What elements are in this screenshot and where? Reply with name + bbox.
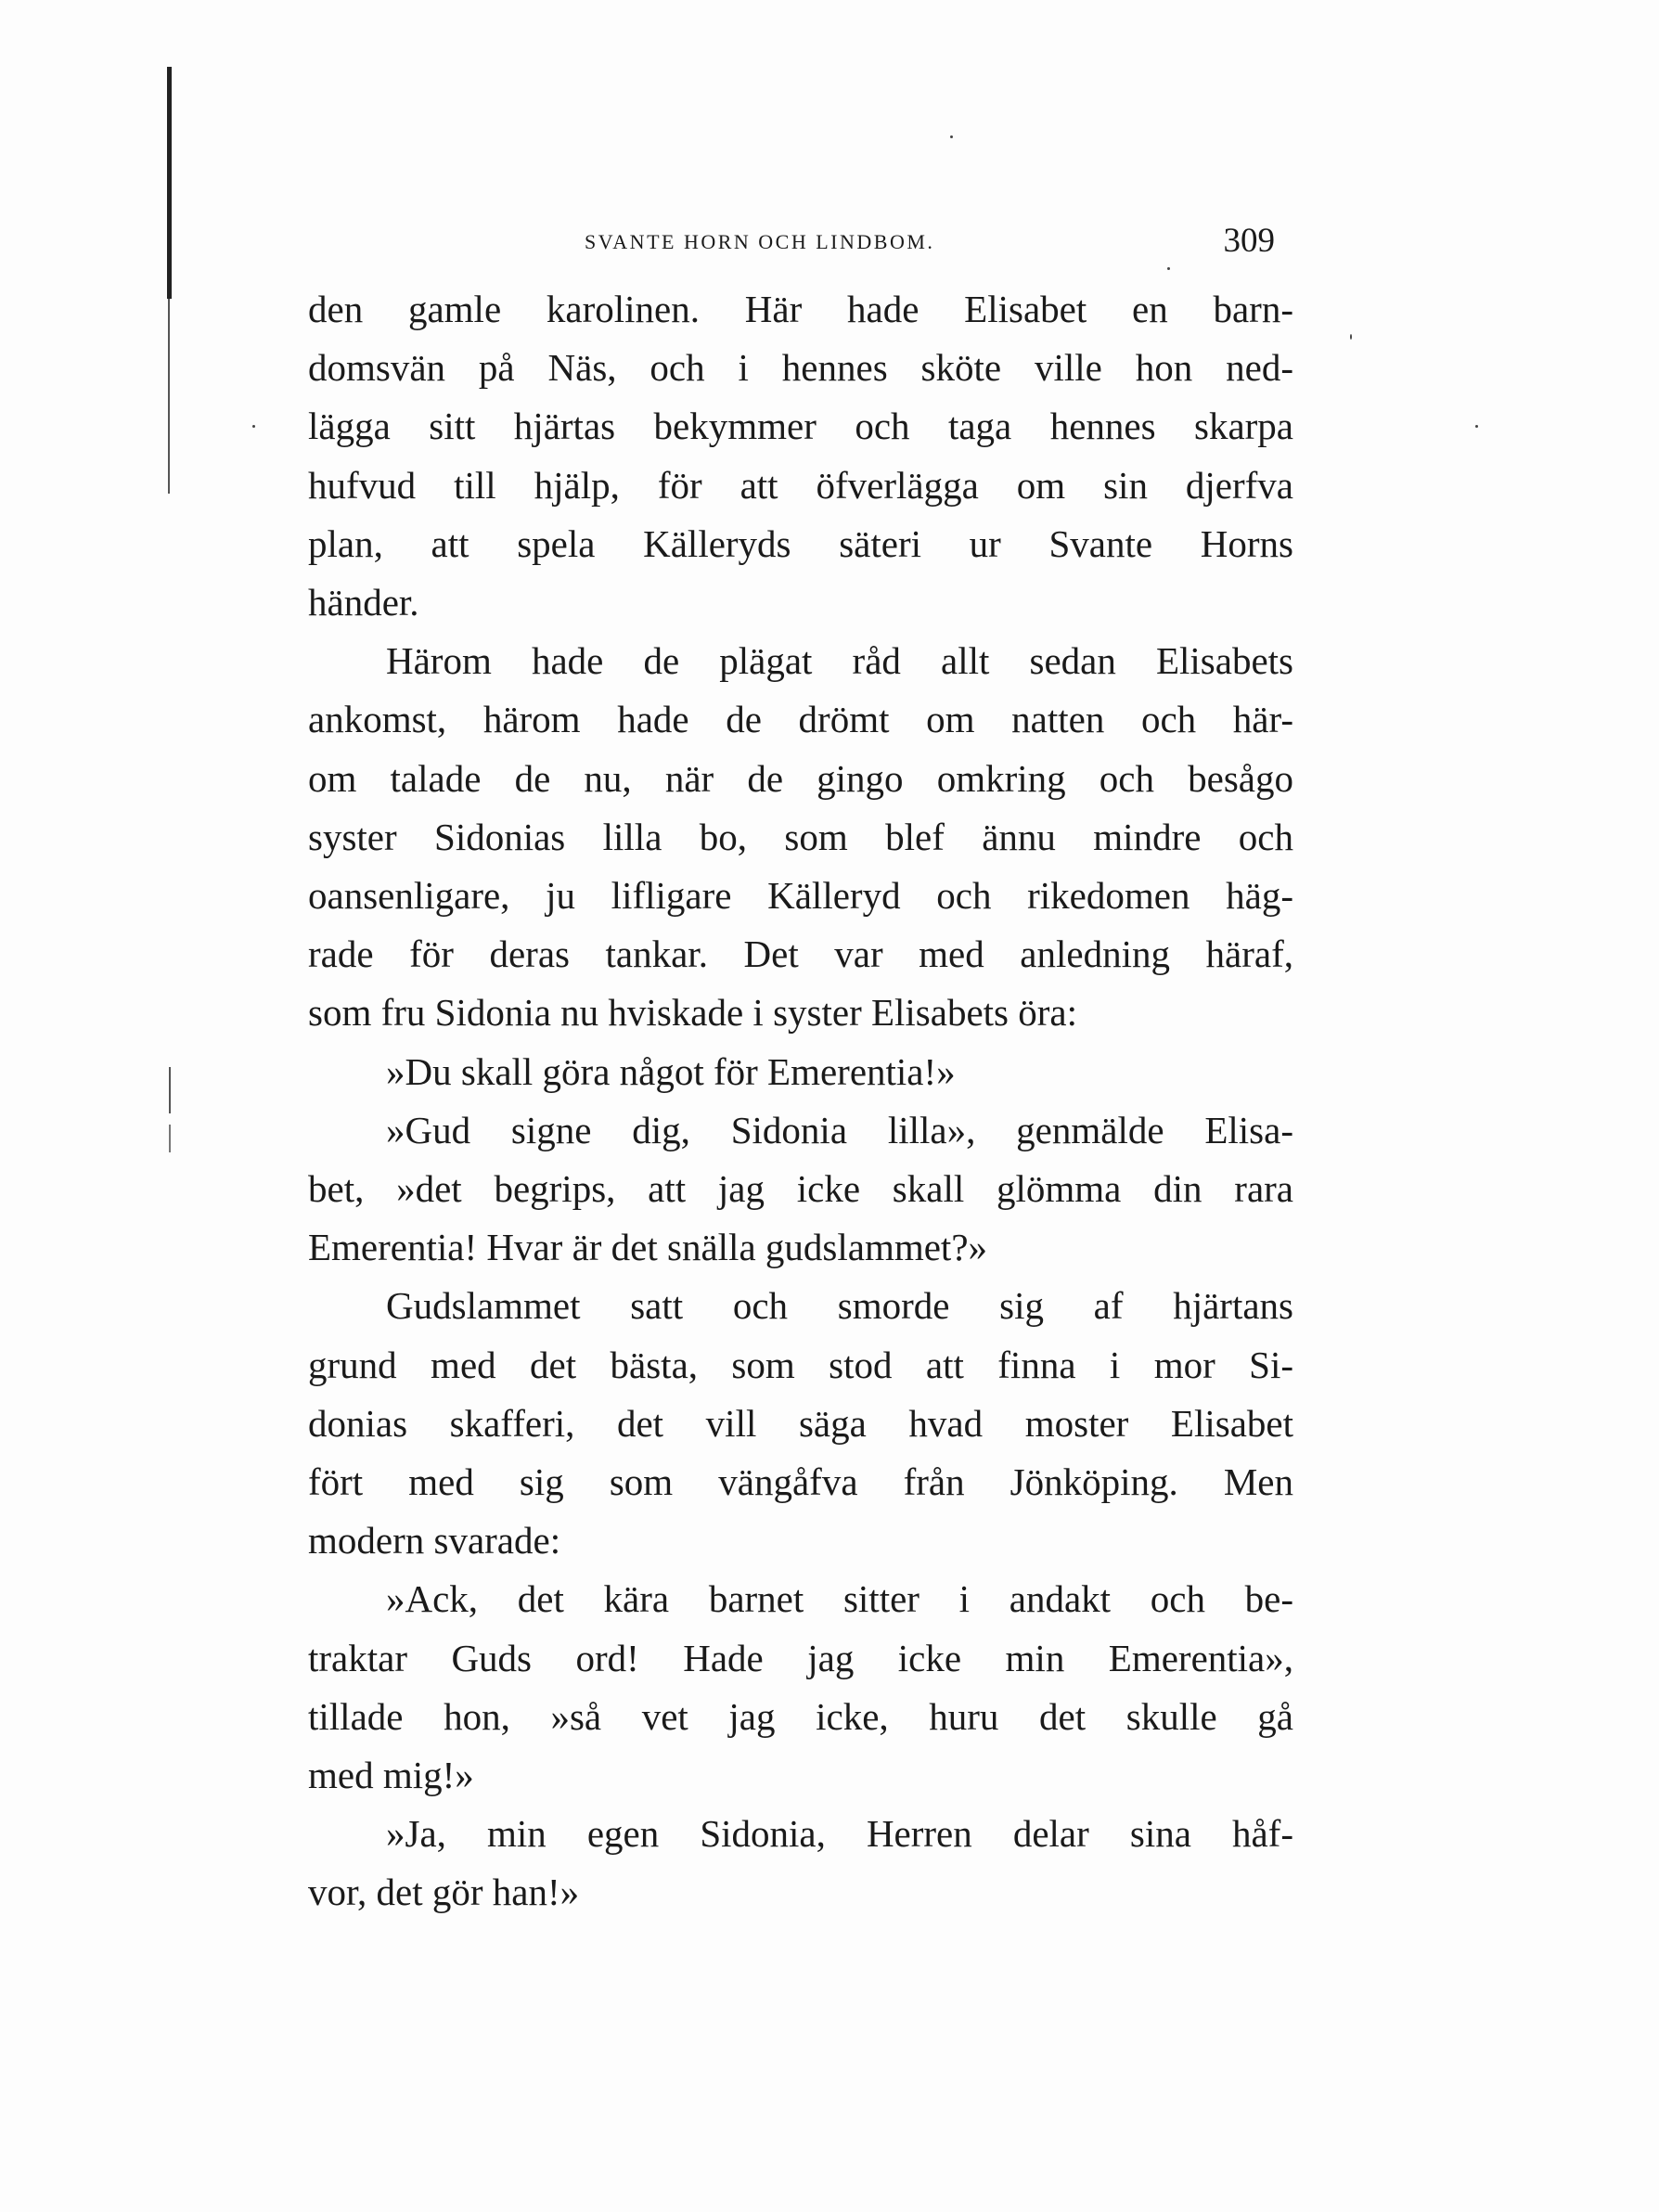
text-line: »Ja, min egen Sidonia, Herren delar sina håf- xyxy=(386,1812,1293,1856)
text-line: grund med det bästa, som stod att finna i mor Si- xyxy=(308,1343,1293,1386)
body-text xyxy=(308,280,1293,1923)
text-line: som fru Sidonia nu hviskade i syster Elisabets öra: xyxy=(308,991,1077,1035)
text-line: »Gud signe dig, Sidonia lilla», genmälde Elisa- xyxy=(386,1108,1293,1151)
text-line: fört med sig som vängåfva från Jönköping. Men xyxy=(308,1460,1293,1504)
text-line: oansenligare, ju lifligare Källeryd och rikedomen häg- xyxy=(308,874,1293,918)
text-line: lägga sitt hjärtas bekymmer och taga hennes skarpa xyxy=(308,405,1293,448)
text-line: hufvud till hjälp, för att öfverlägga om sin djerfva xyxy=(308,463,1293,507)
text-line: den gamle karolinen. Här hade Elisabet en barn- xyxy=(308,288,1293,330)
scan-speck xyxy=(252,425,255,428)
scan-speck xyxy=(950,135,953,138)
text-line: Emerentia! Hvar är det snälla gudslammet?» xyxy=(308,1226,988,1269)
text-line: bet, »det begrips, att jag icke skall glömma din rara xyxy=(308,1167,1293,1211)
text-line: rade för deras tankar. Det var med anledning häraf, xyxy=(308,932,1293,976)
text-line: modern svarade: xyxy=(308,1519,561,1563)
scan-edge-mark xyxy=(169,1067,171,1113)
text-line: med mig!» xyxy=(308,1754,474,1797)
text-line: om talade de nu, när de gingo omkring och besågo xyxy=(308,756,1293,800)
page-number: 309 xyxy=(1223,222,1275,260)
text-line: ankomst, härom hade de drömt om natten och här- xyxy=(308,698,1293,741)
scan-speck xyxy=(1350,334,1352,340)
text-line: Gudslammet satt och smorde sig af hjärtans xyxy=(386,1284,1293,1328)
text-line: tillade hon, »så vet jag icke, huru det skulle gå xyxy=(308,1694,1293,1738)
scan-edge-mark xyxy=(168,299,170,494)
text-line: domsvän på Näs, och i hennes sköte ville hon ned- xyxy=(308,346,1293,390)
scan-speck xyxy=(1167,267,1170,270)
running-title: SVANTE HORN OCH LINDBOM. xyxy=(585,230,935,253)
text-line: syster Sidonias lilla bo, som blef ännu mindre och xyxy=(308,815,1293,858)
text-line: plan, att spela Källeryds säteri ur Svante Horns xyxy=(308,521,1293,565)
text-line: händer. xyxy=(308,581,419,624)
text-line: »Ack, det kära barnet sitter i andakt och be- xyxy=(386,1577,1293,1621)
text-line: Härom hade de plägat råd allt sedan Elisabets xyxy=(386,639,1293,683)
scan-speck xyxy=(1475,425,1478,428)
scan-edge-mark xyxy=(169,1125,171,1152)
text-line: donias skafferi, det vill säga hvad moster Elisabet xyxy=(308,1401,1293,1445)
running-head xyxy=(306,221,1292,265)
text-line: traktar Guds ord! Hade jag icke min Emerentia», xyxy=(308,1636,1293,1679)
scan-edge-mark xyxy=(167,67,172,299)
text-line: »Du skall göra något för Emerentia!» xyxy=(386,1049,956,1093)
text-line: vor, det gör han!» xyxy=(308,1871,580,1914)
